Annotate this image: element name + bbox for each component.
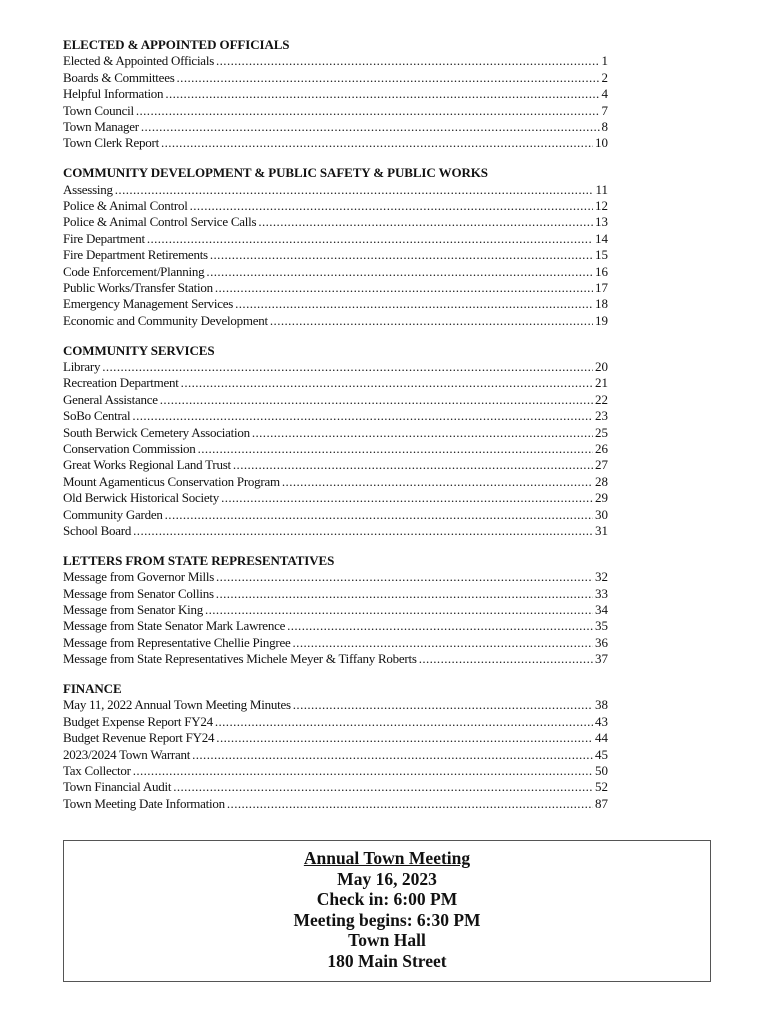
dot-leader	[198, 441, 593, 457]
entry-label: Town Manager	[63, 118, 139, 134]
toc-entry	[63, 280, 608, 296]
entry-label: Message from Representative Chellie Pingree	[63, 634, 291, 650]
entry-page-number: 20	[595, 359, 608, 375]
entry-page-number: 23	[595, 408, 608, 424]
toc-entry	[63, 763, 608, 779]
toc-entry	[63, 490, 608, 506]
dot-leader	[216, 730, 593, 746]
dot-leader	[115, 182, 594, 198]
dot-leader	[177, 70, 600, 86]
entry-page-number: 18	[595, 296, 608, 312]
toc-entry	[63, 86, 608, 102]
dot-leader	[221, 490, 593, 506]
entry-page-number: 12	[595, 198, 608, 214]
toc-entry	[63, 441, 608, 457]
dot-leader	[160, 392, 593, 408]
toc-entry	[63, 457, 608, 473]
dot-leader	[165, 507, 593, 523]
entry-label: May 11, 2022 Annual Town Meeting Minutes	[63, 697, 291, 713]
toc-entry	[63, 135, 608, 151]
dot-leader	[205, 602, 593, 618]
dot-leader	[132, 408, 593, 424]
dot-leader	[258, 214, 593, 230]
dot-leader	[282, 474, 593, 490]
entry-page-number: 10	[595, 135, 608, 151]
entry-label: Message from Governor Mills	[63, 569, 215, 585]
dot-leader	[210, 247, 593, 263]
entry-page-number: 32	[595, 569, 608, 585]
entry-label: Town Financial Audit	[63, 779, 172, 795]
entry-page-number: 43	[595, 713, 608, 729]
entry-page-number: 1	[601, 53, 608, 69]
toc-entry	[63, 586, 608, 602]
dot-leader	[270, 313, 593, 329]
section-title: COMMUNITY SERVICES	[63, 342, 215, 358]
entry-label: Library	[63, 359, 101, 375]
toc-entry	[63, 714, 608, 730]
entry-page-number: 14	[595, 230, 608, 246]
entry-page-number: 44	[595, 730, 608, 746]
toc-entry	[63, 747, 608, 763]
entry-page-number: 17	[595, 279, 608, 295]
meeting-date: May 16, 2023	[337, 868, 437, 889]
entry-label: Message from Senator Collins	[63, 585, 214, 601]
entry-label: Message from State Representatives Michele Meyer & Tiffany Roberts	[63, 651, 417, 667]
toc-entry	[63, 474, 608, 490]
entry-page-number: 29	[595, 490, 608, 506]
dot-leader	[173, 779, 593, 795]
toc-entry	[63, 730, 608, 746]
entry-page-number: 37	[595, 651, 608, 667]
entry-page-number: 34	[595, 602, 608, 617]
entry-page-number: 45	[595, 746, 608, 762]
toc-section	[63, 553, 608, 668]
toc-entry	[63, 313, 608, 329]
entry-page-number: 4	[601, 86, 608, 102]
toc-entry	[63, 602, 608, 618]
entry-page-number: 8	[601, 118, 608, 134]
entry-label: Mount Agamenticus Conservation Program	[63, 473, 280, 489]
toc-entry	[63, 264, 608, 280]
entry-page-number: 36	[595, 634, 608, 650]
entry-label: Message from Senator King	[63, 602, 203, 617]
entry-label: Great Works Regional Land Trust	[63, 457, 231, 473]
dot-leader	[233, 457, 593, 473]
toc-entry	[63, 296, 608, 312]
entry-label: SoBo Central	[63, 408, 131, 424]
dot-leader	[141, 119, 600, 135]
toc-entry	[63, 198, 608, 214]
section-title: COMMUNITY DEVELOPMENT & PUBLIC SAFETY & PUBLIC WORKS	[63, 165, 488, 181]
entry-page-number: 31	[595, 522, 608, 538]
dot-leader	[133, 523, 593, 539]
dot-leader	[252, 425, 593, 441]
entry-label: Budget Expense Report FY24	[63, 713, 213, 729]
dot-leader	[216, 53, 600, 69]
toc-section	[63, 343, 608, 540]
entry-page-number: 21	[595, 375, 608, 391]
dot-leader	[216, 569, 593, 585]
entry-label: Fire Department Retirements	[63, 247, 208, 263]
entry-label: Tax Collector	[63, 763, 131, 779]
entry-label: General Assistance	[63, 391, 158, 407]
toc-entry	[63, 214, 608, 230]
dot-leader	[190, 198, 593, 214]
meeting-venue: Town Hall	[348, 930, 426, 950]
dot-leader	[181, 375, 593, 391]
entry-page-number: 87	[595, 795, 608, 811]
entry-page-number: 38	[595, 697, 608, 713]
entry-page-number: 15	[595, 247, 608, 263]
entry-page-number: 30	[595, 506, 608, 522]
toc-entry	[63, 618, 608, 634]
entry-page-number: 16	[595, 263, 608, 279]
entry-label: Police & Animal Control Service Calls	[63, 214, 257, 230]
toc-entry	[63, 231, 608, 247]
toc-entry	[63, 523, 608, 539]
entry-page-number: 19	[595, 312, 608, 328]
dot-leader	[147, 231, 593, 247]
section-title: FINANCE	[63, 681, 122, 697]
entry-label: Economic and Community Development	[63, 312, 268, 328]
entry-label: Old Berwick Historical Society	[63, 490, 220, 506]
toc-entry	[63, 779, 608, 795]
dot-leader	[133, 763, 593, 779]
dot-leader	[165, 86, 599, 102]
toc-entry	[63, 103, 608, 119]
dot-leader	[102, 359, 593, 375]
entry-label: School Board	[63, 522, 132, 538]
meeting-address: 180 Main Street	[327, 950, 447, 971]
table-of-contents	[63, 37, 608, 826]
toc-entry	[63, 569, 608, 585]
entry-label: Town Clerk Report	[63, 135, 159, 151]
entry-page-number: 13	[595, 214, 608, 230]
entry-page-number: 7	[601, 102, 608, 118]
entry-label: 2023/2024 Town Warrant	[63, 746, 191, 762]
entry-label: Emergency Management Services	[63, 296, 234, 312]
entry-label: Recreation Department	[63, 375, 179, 391]
section-title: LETTERS FROM STATE REPRESENTATIVES	[63, 552, 335, 568]
toc-entry	[63, 182, 608, 198]
toc-section	[63, 681, 608, 812]
toc-entry	[63, 408, 608, 424]
entry-page-number: 22	[595, 391, 608, 407]
entry-label: Conservation Commission	[63, 440, 196, 456]
toc-entry	[63, 635, 608, 651]
entry-label: Elected & Appointed Officials	[63, 53, 214, 69]
entry-page-number: 25	[595, 424, 608, 440]
toc-entry	[63, 425, 608, 441]
entry-label: Budget Revenue Report FY24	[63, 730, 215, 746]
entry-page-number: 50	[595, 763, 608, 779]
entry-label: Code Enforcement/Planning	[63, 263, 205, 279]
entry-label: Message from State Senator Mark Lawrence	[63, 618, 286, 634]
entry-page-number: 2	[601, 69, 608, 85]
entry-label: Town Meeting Date Information	[63, 795, 225, 811]
entry-label: Helpful Information	[63, 86, 164, 102]
dot-leader	[293, 635, 593, 651]
dot-leader	[161, 135, 593, 151]
dot-leader	[136, 103, 600, 119]
entry-page-number: 26	[595, 440, 608, 456]
section-title: ELECTED & APPOINTED OFFICIALS	[63, 37, 290, 52]
dot-leader	[235, 296, 593, 312]
meeting-heading: Annual Town Meeting	[303, 848, 471, 868]
dot-leader	[215, 280, 593, 296]
toc-entry	[63, 53, 608, 69]
dot-leader	[216, 586, 593, 602]
annual-meeting-box	[63, 840, 711, 982]
dot-leader	[419, 651, 593, 667]
toc-entry	[63, 697, 608, 713]
toc-entry	[63, 796, 608, 812]
entry-page-number: 28	[595, 473, 608, 489]
dot-leader	[192, 747, 593, 763]
toc-section	[63, 165, 608, 329]
entry-page-number: 33	[595, 585, 608, 601]
meeting-checkin: Check in: 6:00 PM	[316, 889, 458, 909]
entry-page-number: 52	[595, 779, 608, 795]
dot-leader	[215, 714, 593, 730]
entry-label: South Berwick Cemetery Association	[63, 424, 250, 440]
entry-label: Public Works/Transfer Station	[63, 279, 213, 295]
toc-entry	[63, 507, 608, 523]
toc-entry	[63, 359, 608, 375]
entry-label: Fire Department	[63, 230, 145, 246]
toc-section	[63, 37, 608, 152]
dot-leader	[287, 618, 593, 634]
entry-label: Assessing	[63, 181, 113, 197]
dot-leader	[227, 796, 593, 812]
entry-label: Police & Animal Control	[63, 198, 188, 214]
toc-entry	[63, 70, 608, 86]
entry-label: Boards & Committees	[63, 69, 175, 85]
entry-label: Town Council	[63, 102, 134, 118]
meeting-begins: Meeting begins: 6:30 PM	[293, 909, 481, 930]
entry-label: Community Garden	[63, 506, 163, 522]
toc-entry	[63, 375, 608, 391]
toc-entry	[63, 119, 608, 135]
toc-entry	[63, 392, 608, 408]
dot-leader	[293, 697, 593, 713]
dot-leader	[206, 264, 593, 280]
toc-entry	[63, 247, 608, 263]
toc-entry	[63, 651, 608, 667]
entry-page-number: 27	[595, 457, 608, 473]
entry-page-number: 35	[595, 618, 608, 634]
entry-page-number: 11	[595, 181, 608, 197]
